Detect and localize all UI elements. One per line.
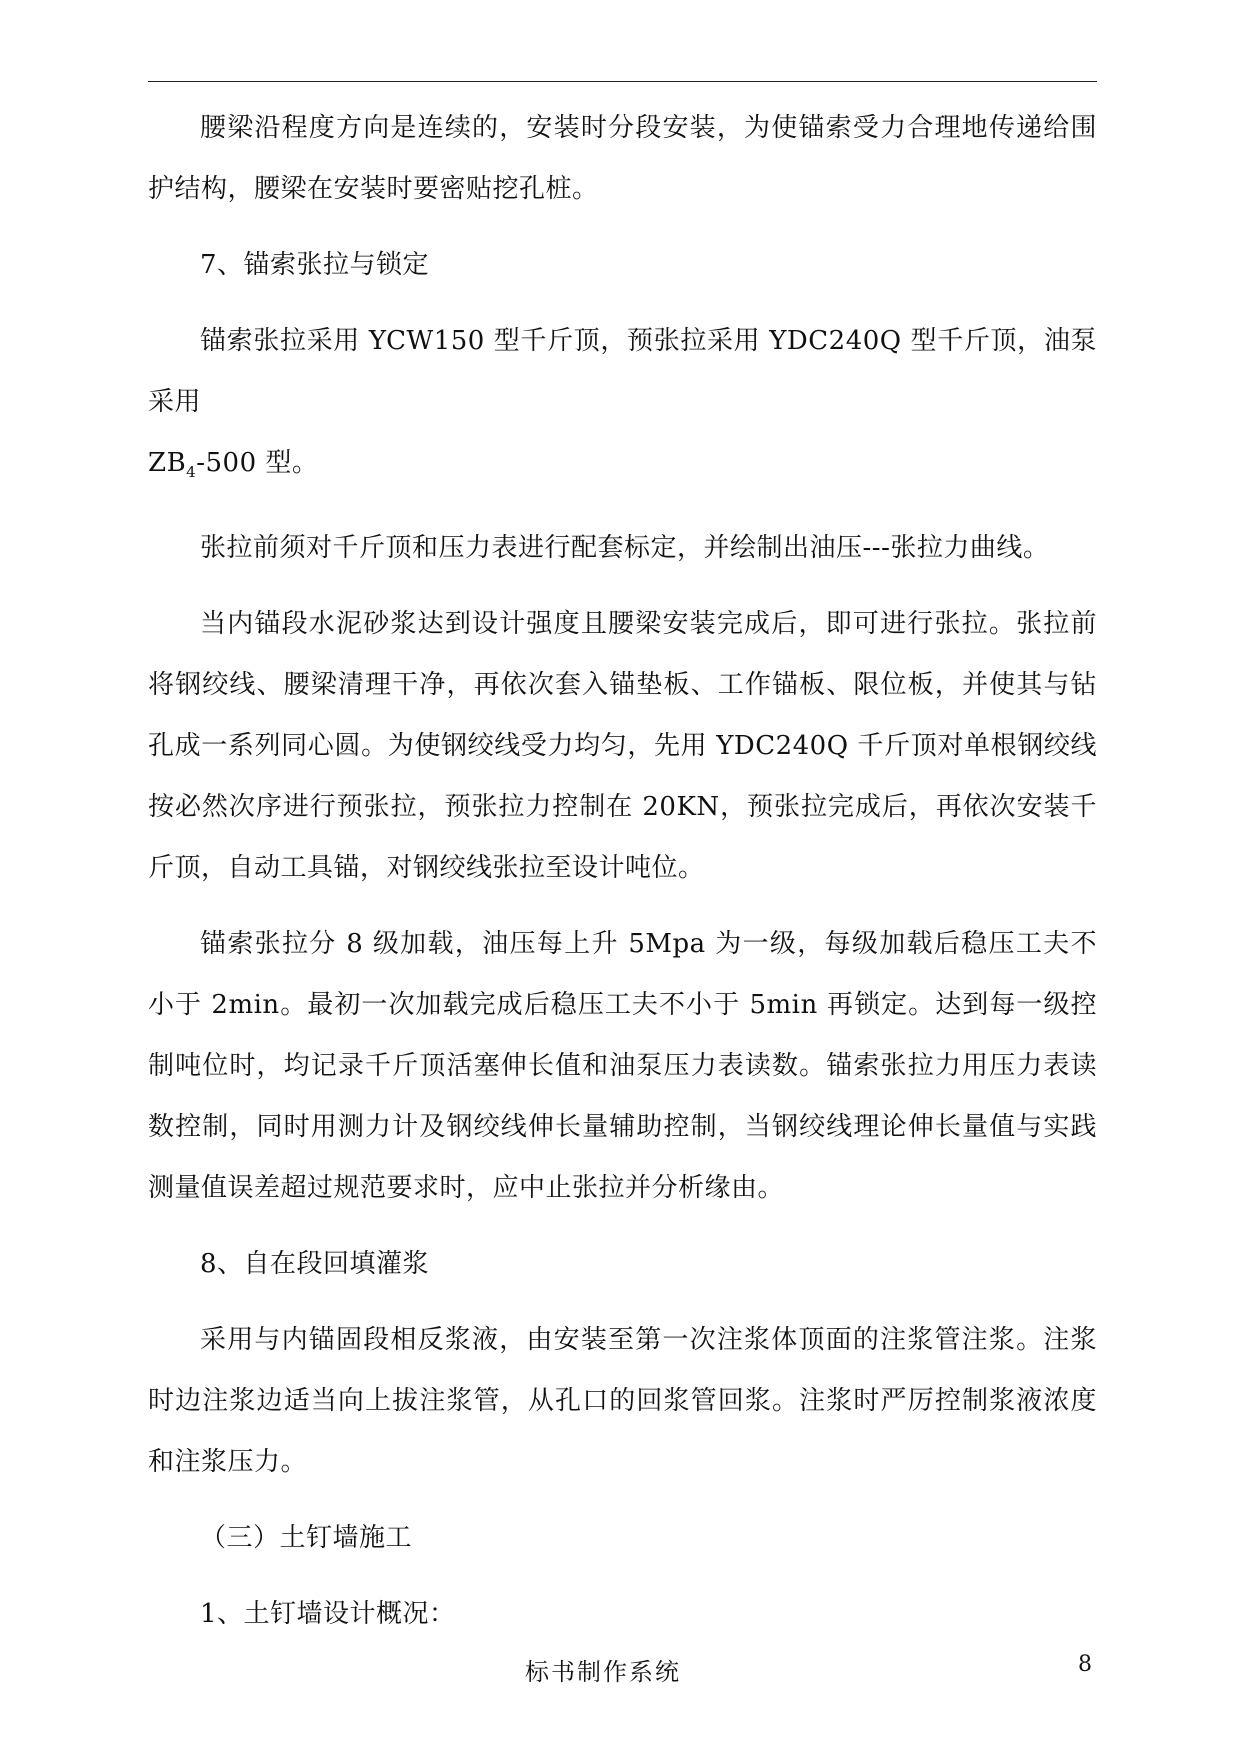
document-body bbox=[148, 98, 1097, 1660]
paragraph-calibration: 张拉前须对千斤顶和压力表进行配套标定，并绘制出油压---张拉力曲线。 bbox=[200, 533, 1050, 564]
header-rule bbox=[148, 81, 1097, 82]
paragraph-jack-models bbox=[148, 311, 1097, 503]
heading-free-section-grouting: 8、自在段回填灌浆 bbox=[200, 1249, 430, 1280]
heading-soil-nail-wall: （三）土钉墙施工 bbox=[200, 1523, 413, 1554]
heading-anchor-tensioning: 7、锚索张拉与锁定 bbox=[200, 250, 430, 280]
paragraph-pre-tensioning: 当内锚段水泥砂浆达到设计强度且腰梁安装完成后，即可进行张拉。张拉前将钢绞线、腰梁清理干净，再依次套入锚垫板、工作锚板、限位板，并使其与钻孔成一系列同心圆。为使钢绞线受力均匀，先用 YDC240Q 千斤顶对单根钢绞线按必然次序进行预张拉，预张拉力控制在 20KN，预张拉完成后，再依次安装千斤顶，自动工具锚，对钢绞线张拉至设计吨位。 bbox=[148, 609, 1097, 884]
paragraph-loading-steps: 锚索张拉分 8 级加载，油压每上升 5Mpa 为一级，每级加载后稳压工夫不小于 2min。最初一次加载完成后稳压工夫不小于 5min 再锁定。达到每一级控制吨位时，均记录千斤顶活塞伸长值和油泵压力表读数。锚索张拉力用压力表读数控制，同时用测力计及钢绞线伸长量辅助控制，当钢绞线理论伸长量值与实践测量值误差超过规范要求时，应中止张拉并分析缘由。 bbox=[148, 929, 1097, 1204]
footer-title: 标书制作系统 bbox=[525, 1658, 681, 1686]
paragraph-grouting: 采用与内锚固段相反浆液，由安装至第一次注浆体顶面的注浆管注浆。注浆时边注浆边适当向上拔注浆管，从孔口的回浆管回浆。注浆时严厉控制浆液浓度和注浆压力。 bbox=[148, 1325, 1097, 1478]
page-footer bbox=[0, 1652, 1241, 1692]
jack-models-line: 锚索张拉采用 YCW150 型千斤顶，预张拉采用 YDC240Q 型千斤顶，油泵采用 bbox=[148, 326, 1097, 417]
pump-model-suffix: -500 型。 bbox=[196, 448, 319, 478]
paragraph-waist-beam: 腰梁沿程度方向是连续的，安装时分段安装，为使锚索受力合理地传递给围护结构，腰梁在安装时要密贴挖孔桩。 bbox=[148, 113, 1097, 204]
pump-model-line bbox=[148, 433, 1097, 503]
page-number: 8 bbox=[1078, 1652, 1092, 1677]
heading-soil-nail-design: 1、土钉墙设计概况： bbox=[200, 1599, 456, 1630]
pump-model-prefix: ZB bbox=[148, 448, 187, 478]
pump-model-subscript: 4 bbox=[186, 463, 197, 482]
